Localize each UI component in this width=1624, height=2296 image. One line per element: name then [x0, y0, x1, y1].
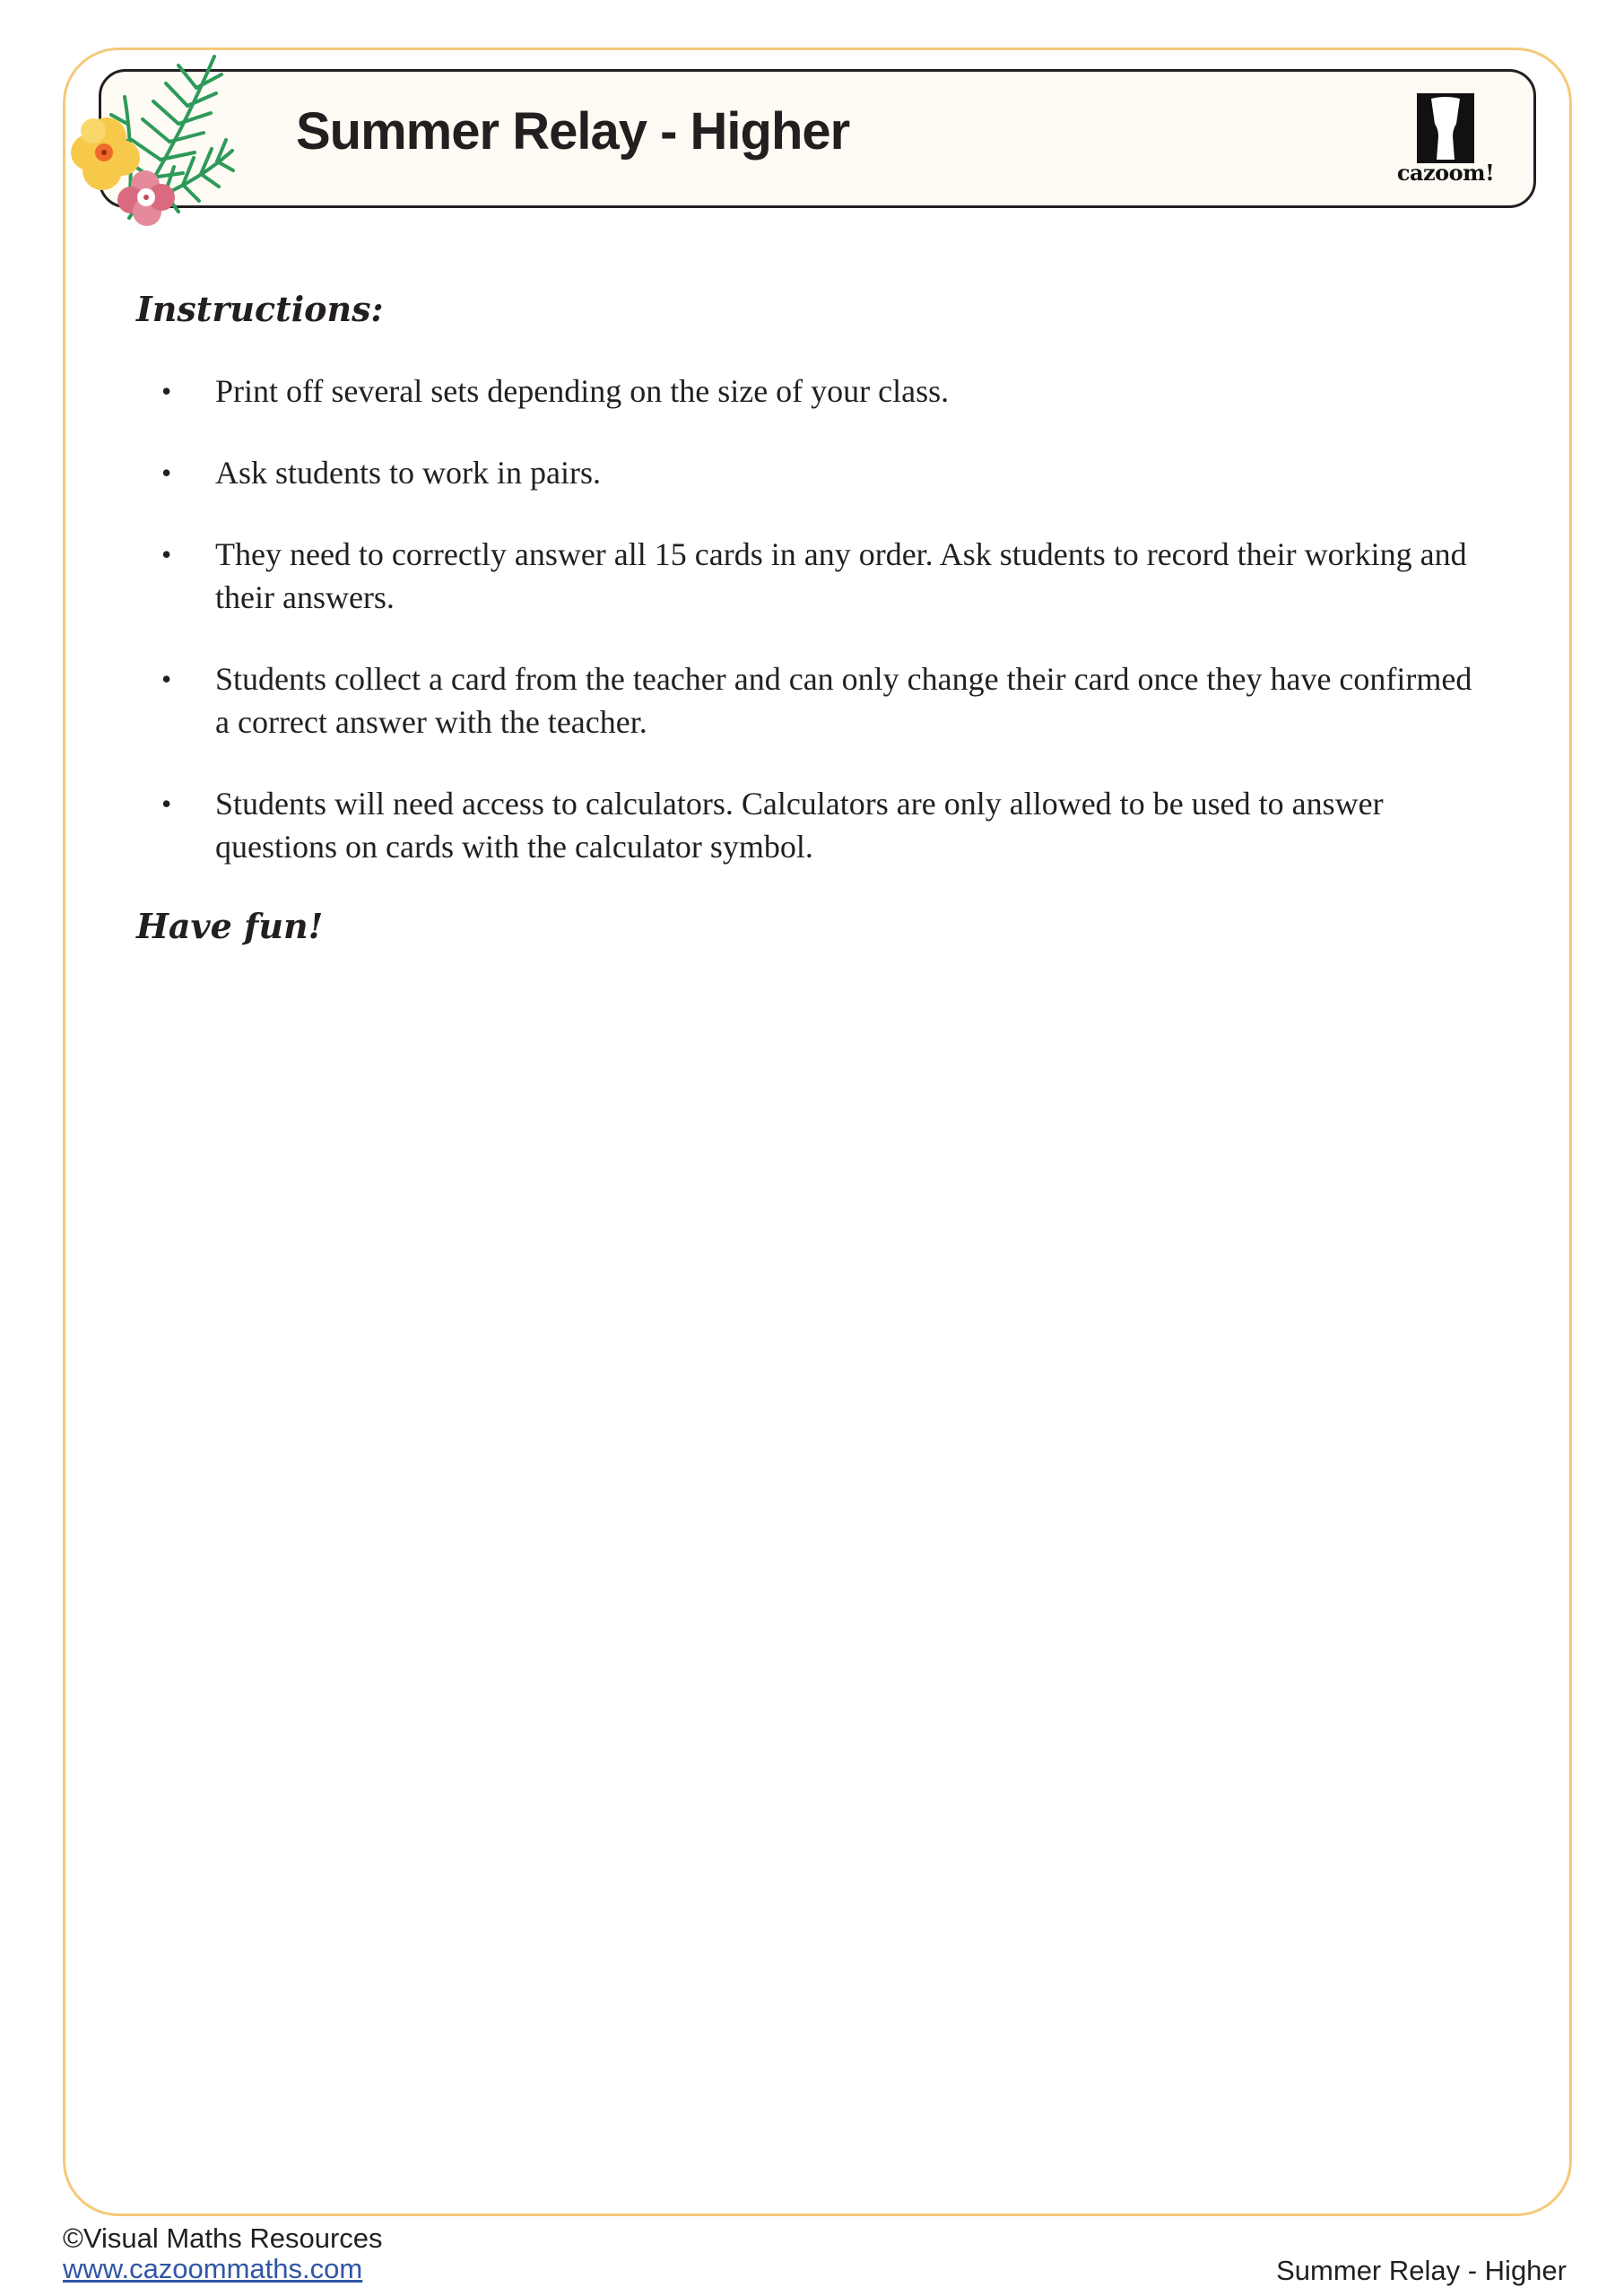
instructions-heading: Instructions:	[136, 289, 384, 329]
djembe-drum-logo-icon	[1417, 93, 1474, 163]
bullet-icon: •	[161, 538, 172, 570]
list-item	[161, 782, 1489, 868]
list-item-text: They need to correctly answer all 15 cards in any order. Ask students to record their working and their answers.	[215, 536, 1467, 615]
list-item	[161, 657, 1489, 744]
list-item	[161, 533, 1489, 619]
bullet-icon: •	[161, 375, 172, 407]
tropical-leaves-flowers-icon	[66, 52, 246, 231]
cazoom-logo	[1392, 90, 1499, 188]
list-item-text: Print off several sets depending on the size of your class.	[215, 373, 950, 409]
footer-copyright: ©Visual Maths Resources	[63, 2222, 383, 2254]
bullet-icon: •	[161, 457, 172, 489]
page-title: Summer Relay - Higher	[296, 102, 850, 161]
bullet-icon: •	[161, 787, 172, 820]
logo-text: cazoom!	[1396, 160, 1495, 186]
list-item	[161, 370, 1489, 413]
closing-text: Have fun!	[136, 906, 324, 946]
footer-document-title: Summer Relay - Higher	[1276, 2255, 1567, 2286]
list-item-text: Ask students to work in pairs.	[215, 455, 601, 491]
list-item-text: Students will need access to calculators. Calculators are only allowed to be used to answer questions on cards with the calculator symbol.	[215, 786, 1384, 865]
list-item-text: Students collect a card from the teacher and can only change their card once they have confirmed a correct answer with the teacher.	[215, 661, 1472, 740]
instructions-list	[161, 370, 1489, 907]
bullet-icon: •	[161, 663, 172, 695]
footer-website-link[interactable]: www.cazoommaths.com	[63, 2253, 363, 2284]
list-item	[161, 451, 1489, 494]
